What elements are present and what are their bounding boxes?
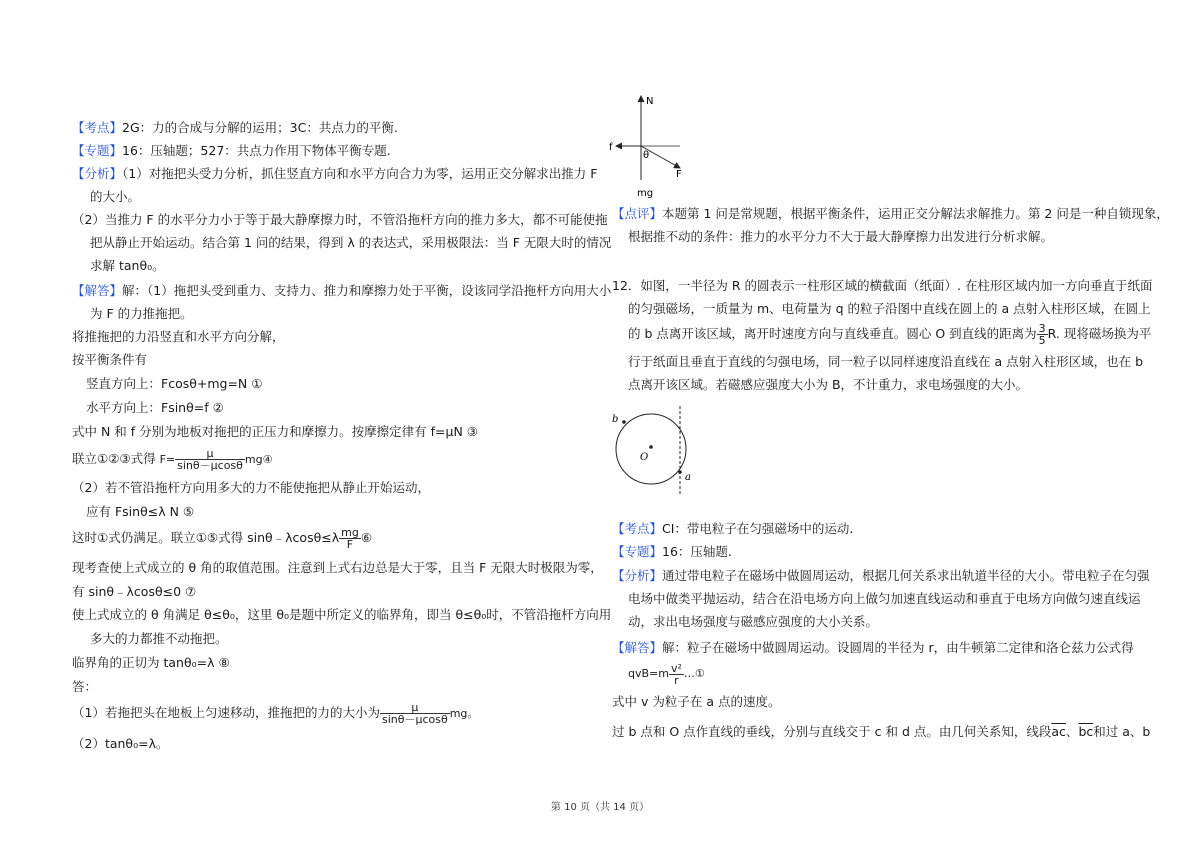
fraction-numerator: μ [380, 702, 450, 714]
solution-line: （2）若不管沿拖杆方向用多大的力不能使拖把从静止开始运动， [72, 480, 430, 495]
label-mg: mg [637, 188, 654, 199]
fenxi2-tag: 【分析】 [612, 568, 663, 583]
jieda2-line-1 [612, 640, 1134, 656]
fraction-numerator: 3 [1038, 322, 1046, 335]
fraction-numerator: v² [670, 661, 682, 675]
equation-lorentz [628, 660, 705, 688]
solution-line: 临界角的正切为 tanθ₀=λ ⑧ [72, 655, 230, 670]
page-footer: 第 10 页（共 14 页） [550, 802, 650, 813]
zhuanti-line [72, 143, 391, 159]
jieda-line-2: 为 F 的力推拖把。 [90, 306, 193, 321]
jieda-line-1 [72, 283, 611, 299]
solution-line-geometry [612, 724, 1150, 740]
kaodian-text: 2G：力的合成与分解的运用；3C：共点力的平衡. [122, 120, 398, 135]
label-a: a [685, 472, 691, 483]
fenxi2-line-2: 电场中做类平抛运动，结合在沿电场方向上做匀加速直线运动和垂直于电场方向做匀速直线运 [628, 591, 1141, 606]
fenxi2-line-1 [612, 568, 1150, 584]
kaodian-tag: 【考点】 [72, 120, 123, 135]
jieda2-tag: 【解答】 [612, 640, 663, 655]
kaodian2-line [612, 521, 853, 537]
fenxi2-line-3: 动，求出电场强度与磁感应强度的大小关系。 [628, 614, 879, 629]
equation-F [72, 446, 272, 473]
label-f: f [609, 142, 613, 153]
answer-label: 答： [72, 679, 98, 694]
solution-line: 将推拖把的力沿竖直和水平方向分解， [72, 329, 285, 344]
point-a [678, 470, 682, 474]
q12-line-2: 的匀强磁场，一质量为 m、电荷量为 q 的粒子沿图中直线在圆上的 a 点射入柱形区域，在圆上 [628, 301, 1151, 316]
separator: 、 [1065, 724, 1079, 739]
equation-line: 应有 Fsinθ≤λ N ⑤ [86, 504, 195, 519]
zhuanti2-text: 16：压轴题. [662, 544, 732, 559]
solution-line: 使上式成立的 θ 角满足 θ≤θ₀，这里 θ₀是题中所定义的临界角，即当 θ≤θ₀时，不管沿拖杆方向用 [72, 607, 612, 622]
fraction-three-fifths [1037, 323, 1048, 346]
kaodian2-tag: 【考点】 [612, 521, 663, 536]
equation-inequality [72, 525, 372, 551]
eq-prefix: qvB=m [628, 667, 669, 680]
fraction-denominator: sinθ－μcosθ [177, 459, 243, 472]
q12-line-3 [628, 321, 1151, 347]
part2-line-3: 求解 tanθ₀。 [90, 258, 165, 273]
fraction-denominator: 5 [1038, 334, 1046, 347]
jieda-text-1: 解：（1）拖把头受到重力、支持力、推力和摩擦力处于平衡，设该同学沿拖杆方向用大小 [122, 283, 612, 298]
fraction [339, 527, 361, 550]
fenxi-tag: 【分析】 [72, 166, 123, 181]
eq-prefix: 联立①②③式得 [72, 451, 156, 466]
answer-1 [72, 700, 478, 727]
circle-diagram [604, 400, 704, 500]
dianping-tag: 【点评】 [612, 206, 663, 221]
label-N: N [646, 96, 654, 107]
q12-l3-suffix: R. 现将磁场换为平 [1047, 326, 1152, 341]
solution-line: 多大的力都推不动拖把。 [90, 631, 228, 646]
answer-suffix: mg。 [449, 707, 479, 720]
jieda2-text-1: 解：粒子在磁场中做圆周运动。设圆周的半径为 r，由牛顿第二定律和洛仑兹力公式得 [662, 640, 1134, 655]
part2-line-1: （2）当推力 F 的水平分力小于等于最大静摩擦力时，不管沿拖杆方向的推力多大，都不可能使拖 [72, 212, 608, 227]
dianping-line-1 [612, 206, 1169, 222]
fenxi2-text-1: 通过带电粒子在磁场中做圆周运动，根据几何关系求出轨道半径的大小。带电粒子在匀强 [662, 568, 1150, 583]
fenxi-line-1 [72, 166, 597, 182]
answer-prefix: （1）若拖把头在地板上匀速移动，推拖把的力的大小为 [72, 705, 380, 720]
fraction-denominator: F [346, 538, 354, 551]
kaodian-line [72, 120, 398, 136]
q12-line-1: 12．如图，一半径为 R 的圆表示一柱形区域的横截面（纸面）. 在柱形区域内加一方向垂直于纸面 [612, 278, 1153, 293]
geom-suffix: 和过 a、b [1093, 724, 1151, 739]
eq-suffix: ⑥ [360, 530, 373, 545]
fraction [380, 702, 450, 725]
force-diagram [600, 88, 710, 203]
solution-line: 按平衡条件有 [72, 352, 148, 367]
geom-prefix: 过 b 点和 O 点作直线的垂线，分别与直线交于 c 和 d 点。由几何关系知，线段 [612, 724, 1052, 739]
equation-horizontal: 水平方向上：Fsinθ=f ② [86, 400, 224, 415]
fraction-numerator: μ [175, 448, 245, 460]
fraction [669, 663, 684, 686]
point-b [622, 420, 626, 424]
q12-line-5: 点离开该区域。若磁感应强度大小为 B，不计重力，求电场强度的大小。 [628, 377, 1029, 392]
dianping-line-2: 根据推不动的条件：推力的水平分力不大于最大静摩擦力出发进行分析求解。 [628, 229, 1054, 244]
label-F: F [676, 169, 682, 180]
solution-line: 现考查使上式成立的 θ 角的取值范围。注意到上式右边总是大于零，且当 F 无限大时极限为零， [72, 560, 603, 575]
q12-line-4: 行于纸面且垂直于直线的匀强电场，同一粒子以同样速度沿直线在 a 点射入柱形区域，也在 b [628, 354, 1144, 369]
label-O: O [640, 452, 649, 463]
fraction [175, 448, 245, 471]
fraction-denominator: r [674, 673, 679, 687]
solution-line: 式中 N 和 f 分别为地板对拖把的正压力和摩擦力。按摩擦定律有 f=μN ③ [72, 424, 478, 439]
center-point [649, 445, 653, 449]
eq-prefix: 这时①式仍满足。联立①⑤式得 sinθ﹣λcosθ≤λ [72, 530, 340, 545]
zhuanti2-line [612, 544, 732, 560]
jieda-tag: 【解答】 [72, 283, 123, 298]
segment-ac: $\overline{ac}$ [1051, 724, 1066, 739]
zhuanti-text: 16：压轴题；527：共点力作用下物体平衡专题. [122, 143, 391, 158]
eq-suffix: …① [683, 667, 705, 680]
label-theta: θ [643, 150, 650, 161]
dianping-text-1: 本题第 1 问是常规题，根据平衡条件，运用正交分解法求解推力。第 2 问是一种自锁现象， [662, 206, 1169, 221]
q12-l3-prefix: 的 b 点离开该区域，离开时速度方向与直线垂直。圆心 O 到直线的距离为 [628, 326, 1037, 341]
kaodian2-text: CI：带电粒子在匀强磁场中的运动. [662, 521, 854, 536]
label-b: b [612, 414, 619, 425]
eq-F: F= [159, 453, 176, 466]
fenxi-line-2: 的大小。 [90, 189, 141, 204]
eq-suffix: mg④ [244, 453, 273, 466]
fenxi-text-1: （1）对拖把头受力分析，抓住竖直方向和水平方向合力为零，运用正交分解求出推力 F [122, 166, 598, 181]
region-circle [616, 414, 686, 484]
solution-line: 式中 v 为粒子在 a 点的速度。 [612, 694, 781, 709]
segment-bc: $\overline{bc}$ [1078, 724, 1094, 739]
zhuanti2-tag: 【专题】 [612, 544, 663, 559]
equation-vertical: 竖直方向上：Fcosθ+mg=N ① [86, 376, 263, 391]
answer-2: （2）tanθ₀=λ。 [72, 736, 169, 751]
fraction-denominator: sinθ－μcosθ [381, 713, 448, 726]
part2-line-2: 把从静止开始运动。结合第 1 问的结果，得到 λ 的表达式，采用极限法：当 F 无限大时的情况 [90, 235, 612, 250]
zhuanti-tag: 【专题】 [72, 143, 123, 158]
fraction-numerator: mg [341, 526, 359, 539]
solution-line: 有 sinθ﹣λcosθ≤0 ⑦ [72, 584, 197, 599]
